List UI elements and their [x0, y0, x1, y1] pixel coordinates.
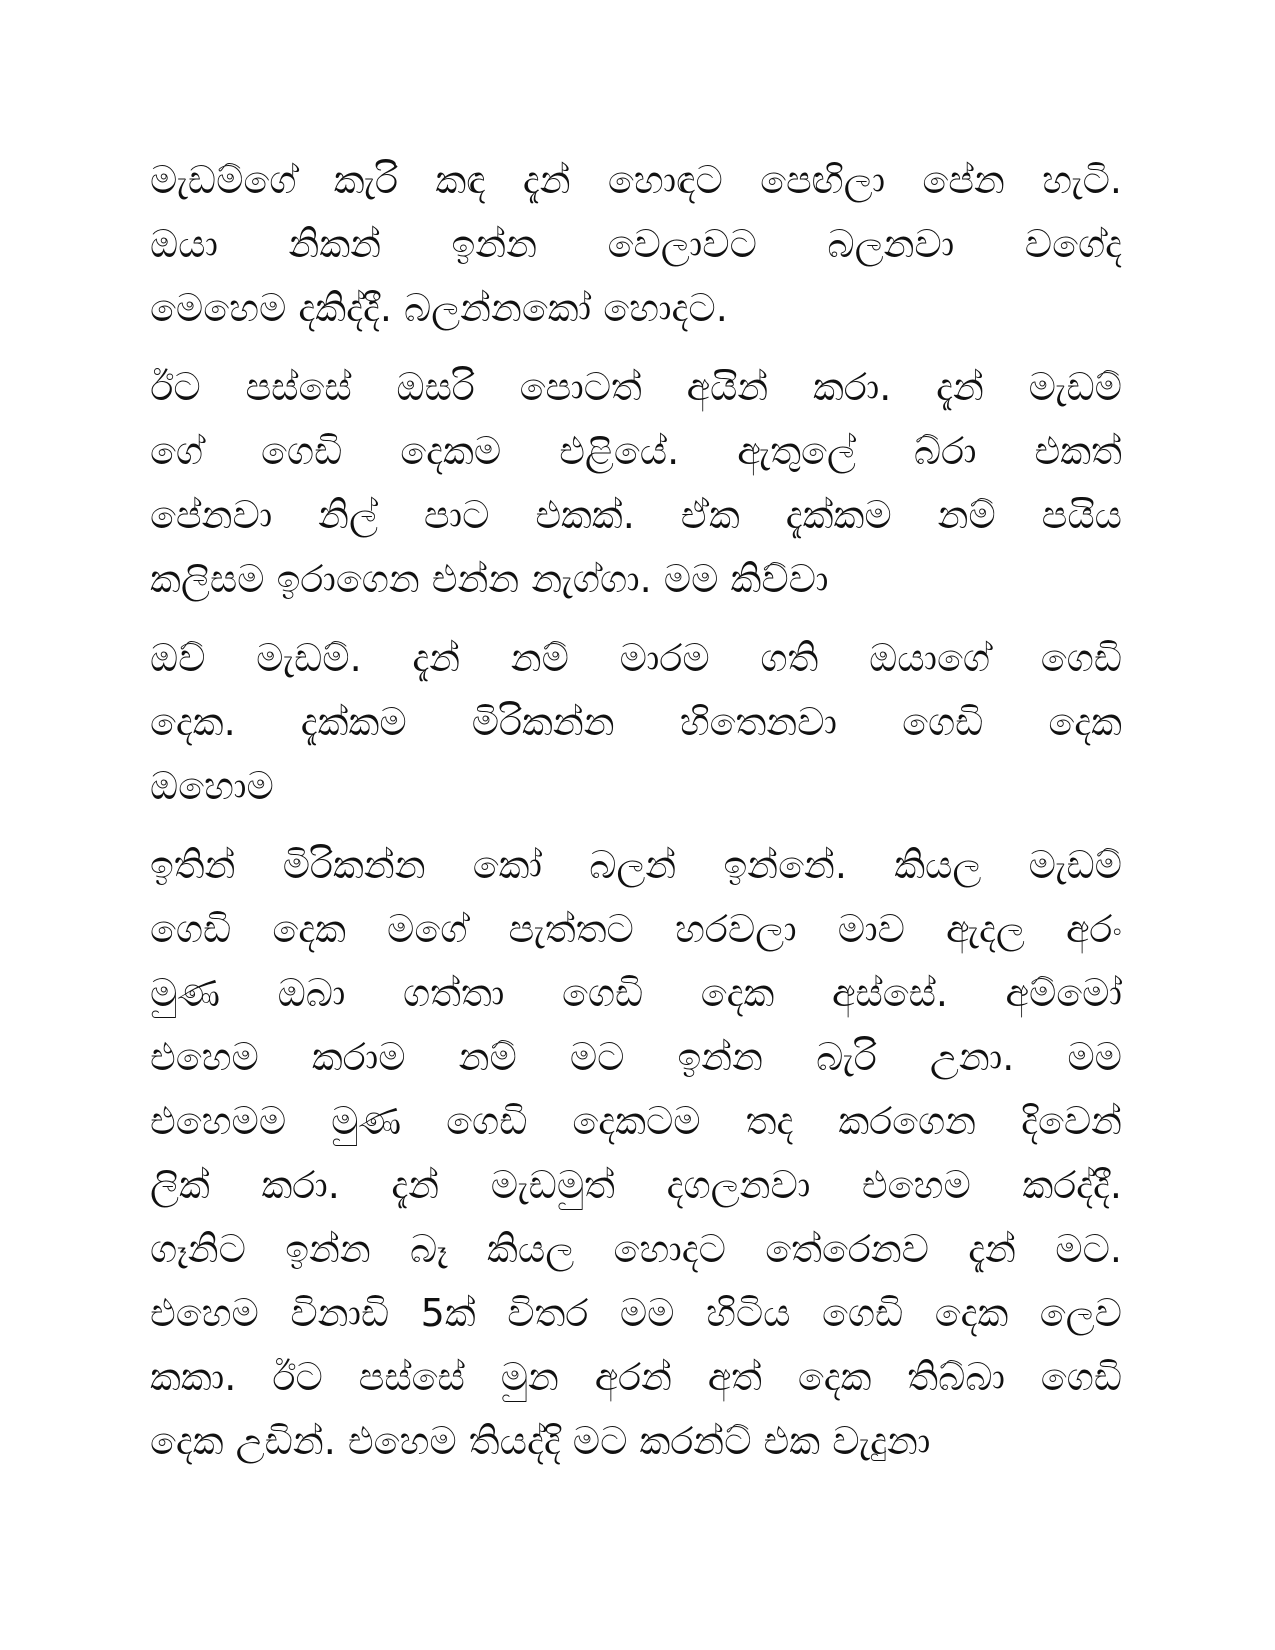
text-line: එහෙමම මුණ ගෙඩි දෙකටම තද කරගෙන දිවෙන් — [150, 1099, 1122, 1143]
paragraph-2 — [150, 355, 1122, 611]
text-line: ඉතින් මිරිකන්න කෝ බලන් ඉන්නේ. කියල මැඩම් — [150, 843, 1122, 887]
text-line: පේනවා නිල් පාට එකක්. ඒක දැක්කම නම් පයිය — [150, 493, 1122, 537]
paragraph-3 — [150, 626, 1122, 818]
text-line: දෙක උඩින්. එහෙම තියද්දි මට කරන්ට් එක වැදුනා — [150, 1419, 931, 1463]
text-line: ඔව් මැඩම්. දැන් නම් මාරම ගති ඔයාගේ ගෙඩි — [150, 636, 1122, 680]
text-line: කලිසම ඉරාගෙන එන්න නැග්ගා. මම කිව්වා — [150, 557, 829, 601]
text-line: ගෑනිට ඉන්න බෑ කියල හොදට තේරෙනව දැන් මට. — [150, 1227, 1122, 1271]
text-line: එහෙම විනාඩි 5ක් විතර මම හිටිය ගෙඩි දෙක ලෙව — [150, 1291, 1122, 1335]
text-line: කකා. ඊට පස්සේ මුන අරන් අත් දෙක තිබ්බා ගෙඩි — [150, 1355, 1122, 1399]
text-line: ඔහොම — [150, 764, 274, 808]
text-line: එහෙම කරාම නම් මට ඉන්න බැරි උනා. මම — [150, 1035, 1122, 1079]
paragraph-4 — [150, 833, 1122, 1473]
text-line: දෙක. දැක්කම මිරිකන්න හිතෙනවා ගෙඩි දෙක — [150, 700, 1122, 744]
text-line: ඔයා නිකන් ඉන්න වෙලාවට බලනවා වගේද — [150, 222, 1122, 266]
text-line: ගෙඩි දෙක මගේ පැත්තට හරවලා මාව ඇදල අරං — [150, 907, 1122, 951]
text-line: මෙහෙම දකිද්දී. බලන්නකෝ හොදට. — [150, 286, 728, 330]
text-line: ලික් කරා. දැන් මැඩමුත් දගලනවා එහෙම කරද්දී. — [150, 1163, 1122, 1207]
text-line: මුණ ඔබා ගත්තා ගෙඩි දෙක අස්සේ. අම්මෝ — [150, 971, 1122, 1015]
text-line: ඊට පස්සේ ඔසරි පොටත් අයින් කරා. දැන් මැඩම් — [150, 365, 1122, 409]
text-line: ගේ ගෙඩි දෙකම එළියේ. ඇතුලේ බ්රා එකත් — [150, 429, 1122, 473]
paragraph-1 — [150, 148, 1122, 340]
body-text — [150, 148, 1122, 1488]
text-line: මැඩම්ගේ කැරි කඳ දැන් හොඳට පෙඟිලා පේන හැටි. — [150, 158, 1122, 202]
